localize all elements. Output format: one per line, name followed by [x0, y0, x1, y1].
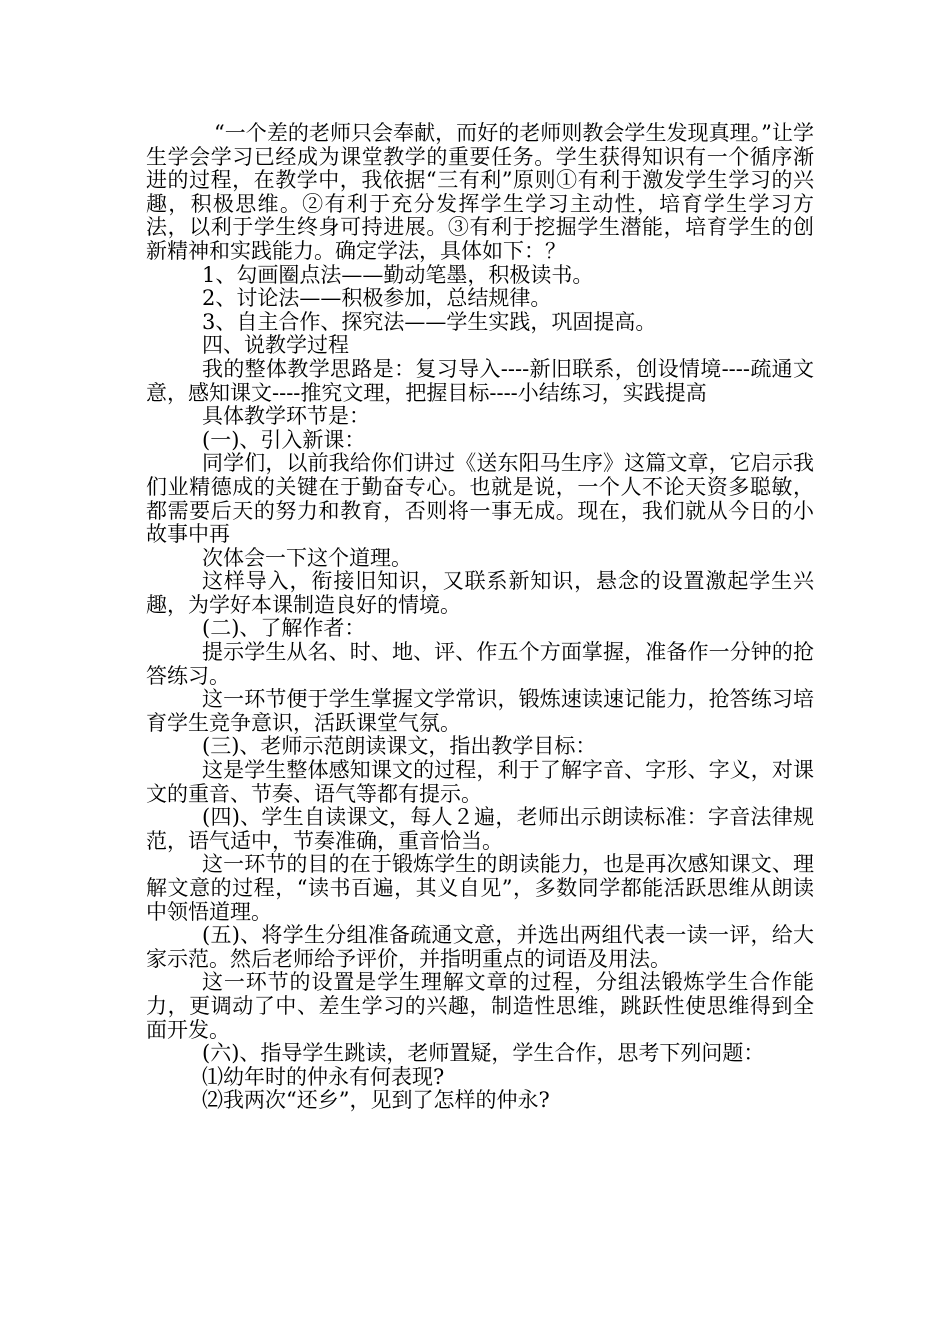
question-2: ⑵我两次“还乡”，见到了怎样的仲永? [202, 1088, 550, 1113]
paragraph-steps-intro: 具体教学环节是： [202, 404, 370, 429]
question-1: ⑴幼年时的仲永有何表现? [202, 1064, 445, 1089]
paragraph-step-1-continued: 次体会一下这个道理。 [202, 545, 412, 570]
paragraph-step-1-comment: 这样导入，衔接旧知识，又联系新知识，悬念的设置激起学生兴趣，为学好本课制造良好的情境。 [146, 569, 814, 617]
step-heading-2: (二)、了解作者： [202, 616, 366, 641]
step-heading-6: (六)、指导学生跳读，老师置疑，学生合作，思考下列问题： [202, 1041, 765, 1066]
paragraph-step-4-comment: 这一环节的目的在于锻炼学生的朗读能力，也是再次感知课文、理解文意的过程，“读书百遍，其义自见”，多数同学都能活跃思维从朗读中领悟道理。 [146, 852, 814, 924]
paragraph-method-2: 2、讨论法——积极参加，总结规律。 [202, 286, 552, 311]
step-heading-4: (四)、学生自读课文，每人２遍，老师出示朗读标准：字音法律规范，语气适中，节奏准确，重音恰当。 [146, 805, 814, 853]
document-body [146, 122, 814, 1113]
paragraph-step-5-comment: 这一环节的设置是学生理解文章的过程，分组法锻炼学生合作能力，更调动了中、差生学习的兴趣，制造性思维，跳跃性使思维得到全面开发。 [146, 970, 814, 1042]
section-heading-process: 四、说教学过程 [202, 333, 349, 358]
paragraph-step-2-content: 提示学生从名、时、地、评、作五个方面掌握，准备作一分钟的抢答练习。 [146, 640, 814, 688]
paragraph-overall-approach: 我的整体教学思路是：复习导入----新旧联系，创设情境----疏通文意，感知课文----推究文理，把握目标----小结练习，实践提高 [146, 356, 814, 405]
paragraph-step-3-comment: 这是学生整体感知课文的过程，利于了解字音、字形、字义，对课文的重音、节奏、语气等都有提示。 [146, 758, 814, 806]
step-heading-5: (五)、将学生分组准备疏通文意，并选出两组代表一读一评，给大家示范。然后老师给予评价，并指明重点的词语及用法。 [146, 923, 814, 971]
step-heading-1: (一)、引入新课： [202, 427, 366, 452]
paragraph-step-2-comment: 这一环节便于学生掌握文学常识，锻炼速读速记能力，抢答练习培育学生竞争意识，活跃课堂气氛。 [146, 687, 814, 735]
paragraph-method-3: 3、自主合作、探究法——学生实践，巩固提高。 [202, 309, 657, 334]
step-heading-3: (三)、老师示范朗读课文，指出教学目标： [202, 734, 597, 759]
paragraph-step-1-content: 同学们，以前我给你们讲过《送东阳马生序》这篇文章，它启示我们业精德成的关键在于勤奋专心。也就是说，一个人不论天资多聪敏，都需要后天的努力和教育，否则将一事无成。现在，我们就从今日的小故事中再 [146, 451, 814, 547]
paragraph-intro-quote: “一个差的老师只会奉献，而好的老师则教会学生发现真理。”让学生学会学习已经成为课堂教学的重要任务。学生获得知识有一个循序渐进的过程，在教学中，我依据“三有利”原则①有利于激发学生学习的兴趣，积极思维。②有利于充分发挥学生学习主动性，培育学生学习方法，以利于学生终身可持进展。③有利于挖掘学生潜能，培育学生的创新精神和实践能力。确定学法，具体如下：？ [146, 121, 814, 263]
paragraph-method-1: 1、勾画圈点法——勤动笔墨，积极读书。 [202, 262, 594, 287]
